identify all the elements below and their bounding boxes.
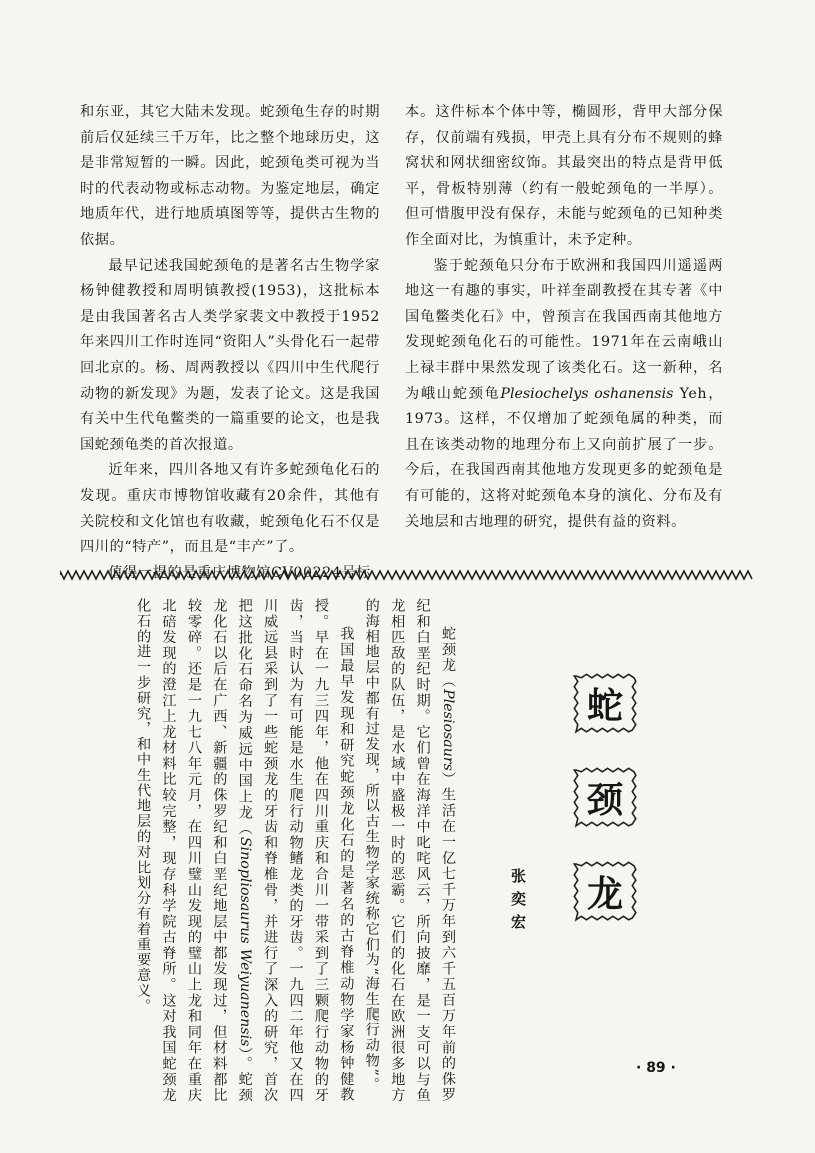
- species-name-latin: Plesiochelys oshanensis: [500, 385, 674, 402]
- title-char-1: 蛇: [586, 685, 623, 727]
- article-p2-b: ）。蛇颈龙化石以后在广西、新疆的侏罗纪和白垩纪地层中都发现过，但材料都比较零碎。还是一九七八年元月，在四川璧山发现的璧山上龙和同年在重庆北碚发现的澄江上龙材料比较完整，现存科学院古脊所。这对我国蛇颈龙化石的进一步研究，和中生代地层的对比划分有着重要意义。: [135, 598, 253, 1104]
- title-char-3: 龙: [586, 873, 623, 915]
- top-paragraph-2: 最早记述我国蛇颈龟的是著名古生物学家杨钟健教授和周明镇教授(1953)，这批标本是由我国著名古人类学家裴文中教授于1952年来四川工作时连同“资阳人”头骨化石一起带回北京的。杨、周两教授以《四川中生代爬行动物的新发现》为题，发表了论文。这是我国有关中生代龟鳖类的一篇重要的论文，也是我国蛇颈龟类的首次报道。: [80, 257, 380, 453]
- author-name: 张奕宏: [509, 868, 527, 937]
- title-char-frame-2: [572, 766, 638, 828]
- article-paragraph-2: [130, 598, 359, 1103]
- top-article-right-column: [405, 100, 723, 535]
- top-paragraph-5: 本。这件标本个体中等，椭圆形，背甲大部分保存，仅前端有残损，甲壳上具有分布不规则的蜂窝状和网状细密纹饰。其最突出的特点是背甲低平，骨板特别薄（约有一般蛇颈龟的一半厚）。但可惜腹甲没有保存，未能与蛇颈龟的已知种类作全面对比，为慎重计，未予定种。: [405, 104, 723, 248]
- p6-text-a: 鉴于蛇颈龟只分布于欧洲和我国四川遥遥两地这一有趣的事实，叶祥奎副教授在其专著《中国龟鳖类化石》中，曾预言在我国西南其他地方发现蛇颈龟化石的可能性。1971年在云南峨山上禄丰群中果然发现了该类化石。这一新种，名为峨山蛇颈龟: [405, 257, 723, 402]
- page-number: · 89 ·: [636, 1060, 676, 1076]
- p6-text-b: Yeh，1973。这样，不仅增加了蛇颈龟属的种类，而且在该类动物的地理分布上又向前扩展了一步。今后，在我国西南其他地方发现更多的蛇颈龟是有可能的，这将对蛇颈龟本身的演化、分布及有关地层和古地理的研究，提供有益的资料。: [405, 385, 723, 530]
- plesiosaurs-latin: Plesiosaurs: [440, 689, 456, 772]
- article-paragraph-1: [358, 598, 460, 1103]
- top-paragraph-1: 和东亚，其它大陆未发现。蛇颈龟生存的时期前后仅延续三千万年，比之整个地球历史，这是非常短暂的一瞬。因此，蛇颈龟类可视为当时的代表动物或标志动物。为鉴定地层，确定地质年代，进行地质填图等等，提供古生物的依据。: [80, 104, 380, 248]
- article-p1-a: 蛇颈龙（: [440, 626, 456, 690]
- top-paragraph-3: 近年来，四川各地又有许多蛇颈龟化石的发现。重庆市博物馆收藏有20余件，其他有关院校和文化馆也有收藏，蛇颈龟化石不仅是四川的“特产”，而且是“丰产”了。: [80, 462, 380, 556]
- article-body: [30, 598, 460, 1103]
- title-char-2: 颈: [586, 779, 623, 821]
- top-paragraph-6: [405, 254, 723, 536]
- sinopliosaurus-latin: Sinopliosaurus Weiyuanensis: [236, 836, 253, 1047]
- title-char-frame-1: [572, 672, 638, 734]
- article-p1-b: ）生活在一亿七千万年到六千五百万年前的侏罗纪和白垩纪时期。它们曾在海洋中叱咤风云，所向披靡，是一支可以与鱼龙相匹敌的队伍，是水域中盛极一时的恶霸。它们的化石在欧洲很多地方的海相地层中都有过发现，所以古生物学家统称它们为“海生爬行动物”。: [363, 598, 456, 1103]
- top-paragraph-4: 值得一提的是重庆博物馆CV00224号标: [108, 564, 372, 581]
- article-p2-a: 我国最早发现和研究蛇颈龙化石的是著名的古脊椎动物学家杨钟健教授。早在一九三四年，他在四川重庆和合川一带采到了三颗爬行动物的牙齿，当时认为有可能是水生爬行动物鳍龙类的牙齿。一九四二年他又在四川威远县采到了一些蛇颈龙的牙齿和脊椎骨，并进行了深入的研究，首次把这批化石命名为威远中国上龙（: [236, 598, 355, 1103]
- title-char-frame-3: [572, 860, 638, 922]
- top-article-left-column: [80, 100, 380, 586]
- section-divider: [60, 568, 755, 582]
